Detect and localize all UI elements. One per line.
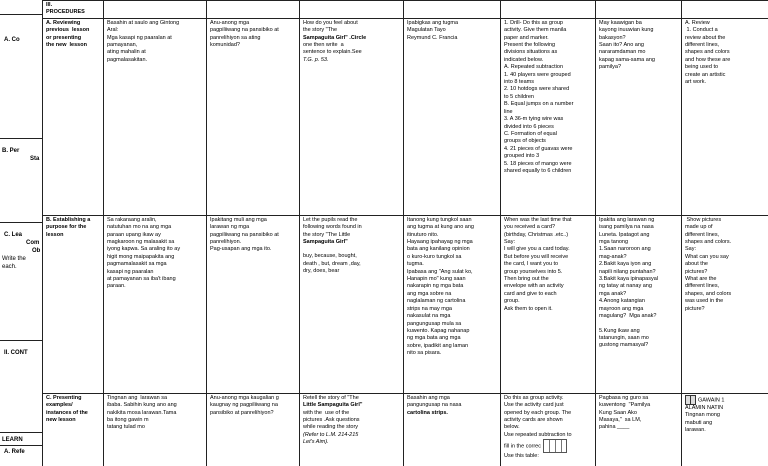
cell-text-line: mga tanong	[599, 239, 629, 246]
cell-text-line: GAWAIN 1	[698, 397, 725, 404]
cell-text-line: tatang tulad mo	[107, 424, 145, 431]
cell-text-line: mayroon ang mga	[599, 305, 644, 312]
day-activity-cell	[682, 393, 768, 466]
cell-text-line: pahina ____	[599, 424, 630, 431]
cell-text-line: bata ang kanilang opinion	[407, 246, 470, 253]
strip-label-ob: Ob	[32, 248, 41, 254]
day-activity-cell	[501, 393, 596, 466]
cell-text-line: Hanapin mo" kung saan	[407, 276, 466, 283]
cell-text-line: kasapi ng paaralan	[107, 268, 154, 275]
cell-text-line: card and give to each	[504, 290, 557, 297]
cell-text-line: larawan.	[685, 427, 706, 434]
cell-text-line: Sampaguita Girl"	[303, 239, 348, 246]
cell-text-line: kaugnay ng pagpiliiwang na	[210, 402, 278, 409]
cell-text-line: A. Review	[685, 19, 710, 26]
procedures-header	[43, 1, 104, 19]
cell-text-line: higit mong maipapakita ang	[107, 253, 175, 260]
procedures-header-line: III.	[46, 2, 53, 8]
cell-text-line: Magulatan Tayo	[407, 27, 446, 34]
cell-text-line: 3. A 36-m tying wire was	[504, 116, 564, 123]
day-activity-cell	[501, 215, 596, 393]
day-activity-cell	[300, 393, 404, 466]
strip-label-b-per: B. Per	[2, 148, 20, 154]
cell-text-line: death , but, dream ,day,	[303, 260, 361, 267]
day-activity-cell	[207, 215, 300, 393]
cell-text-line: ating mahalin at	[107, 49, 146, 56]
cell-text-line: pangungusap mula sa	[407, 320, 462, 327]
section-title-line: instances of the	[46, 409, 88, 416]
cell-text-line: Say:	[504, 239, 516, 246]
cell-text-line: activity cards are shown	[504, 417, 563, 424]
cell-text-line: Show pictures	[685, 216, 722, 223]
cell-text-line: at pamayanan sa iba't ibang	[107, 276, 176, 283]
cell-text-line: different lines,	[685, 283, 720, 290]
cell-text-line: Ipakita ang larawan ng	[599, 216, 655, 223]
cell-text-line: following words found in	[303, 224, 362, 231]
strip-divider	[0, 138, 42, 139]
day-activity-cell	[596, 215, 682, 393]
cell-text-line: Anu-anong mga	[210, 19, 250, 26]
header-empty-cell	[501, 1, 596, 19]
day-activity-cell	[404, 18, 501, 215]
cell-text-line: shapes and colors	[685, 49, 730, 56]
cell-text-line: the card, I want you to	[504, 261, 559, 268]
cell-text-line: Reymund C. Francia	[407, 34, 458, 41]
section-title-line: purpose for the	[46, 224, 87, 231]
cell-text-line: iyong kapwa. Sa araling ito ay	[107, 246, 181, 253]
cell-text-line: C. Formation of equal	[504, 130, 557, 137]
section-title-line: A. Reviewing	[46, 19, 81, 26]
cell-text-line: magulang? Mga anak?	[599, 313, 657, 320]
cell-text-line: shapes, and colors	[685, 290, 732, 297]
cell-text-line: ang tugma at kung ano ang	[407, 224, 474, 231]
cell-text-line: Masaya," sa LM,	[599, 417, 642, 424]
cell-text-line: tatanungin, saan mo	[599, 334, 649, 341]
day-activity-cell	[682, 18, 768, 215]
cell-text-line: one then write a	[303, 42, 344, 49]
cell-text-line: Sampaguita Girl" .Circle	[303, 34, 367, 41]
procedure-row	[43, 215, 768, 393]
cell-text-line: Tingnan mong	[685, 412, 720, 419]
cell-text-line: group yourselves into 5.	[504, 268, 563, 275]
header-empty-cell	[300, 1, 404, 19]
procedures-table	[42, 0, 768, 466]
cell-text-line: paraan.	[107, 283, 126, 290]
cell-text-line: art work.	[685, 79, 707, 86]
cell-text-line: But before you will receive	[504, 253, 569, 260]
cell-text-line: Hayaang ipahayag ng mga	[407, 239, 473, 246]
cell-text-line: gustong mamasyal?	[599, 342, 649, 349]
cell-text-line: groups of objects	[504, 138, 546, 145]
strip-divider	[0, 222, 42, 223]
cell-text-line	[599, 321, 678, 328]
day-activity-cell	[104, 215, 207, 393]
cell-text-line: ng mga bata ang mga	[407, 335, 461, 342]
cell-text-line: paper and marker.	[504, 34, 549, 41]
cell-text-line: Ipabigkas ang tugma	[407, 19, 459, 26]
cell-text-line: mag-anak?	[599, 253, 627, 260]
cell-text-line: 4.Anong katangian	[599, 298, 645, 305]
procedure-row	[43, 393, 768, 466]
cell-text-line: isang pamilya na nasa	[599, 224, 654, 231]
strip-divider	[0, 14, 42, 15]
strip-label-sta: Sta	[30, 156, 40, 162]
cell-text-line: different lines,	[685, 231, 720, 238]
cell-text-line: sobre, ipadikit ang laman	[407, 342, 469, 349]
cell-text-line: group.	[504, 298, 520, 305]
cell-text-line: the story "The Little	[303, 231, 351, 238]
cell-text-line: panrelihiyon sa ating	[210, 34, 261, 41]
cell-text-line: the story "The	[303, 27, 338, 34]
cell-text-line: o kuro-kuro tungkol sa	[407, 253, 462, 260]
cell-text-line: Tingnan ang larawan sa	[107, 394, 168, 401]
cell-text-line: strips na may mga	[407, 305, 452, 312]
cell-text-line: to 5 children	[504, 93, 534, 100]
cell-text-line: Little Sampaguita Girl"	[303, 402, 363, 409]
cell-text-line: dry, does, bear	[303, 268, 340, 275]
day-activity-cell	[300, 215, 404, 393]
day-activity-cell	[104, 393, 207, 466]
cell-text-line: and how these are	[685, 56, 731, 63]
cell-text-line: bakasyon?	[599, 34, 626, 41]
cell-text-line: nararamdaman mo	[599, 49, 646, 56]
procedure-section-cell	[43, 393, 104, 466]
cell-text-line: shared equally to 6 children	[504, 167, 572, 174]
cell-text-line	[303, 246, 400, 253]
cell-text-line: Use repeated subtraction to	[504, 431, 572, 438]
cell-text-line: nakarapin ng mga bata	[407, 283, 464, 290]
cell-text-line: pagpiliiwang na pansibiko at	[210, 27, 279, 34]
section-title-line: the new lesson	[46, 42, 87, 49]
cell-text-line: you received a card?	[504, 224, 556, 231]
cell-text-line: 2. 10 hotdogs were shared	[504, 86, 570, 93]
cell-text-line: Ipakitang muli ang mga	[210, 216, 267, 223]
cell-text-line: envelope with an activity	[504, 283, 564, 290]
cell-text-line: mabuti ang	[685, 419, 713, 426]
cell-text-line: Aral:	[107, 27, 119, 34]
cell-text-line: with the use of the	[303, 409, 350, 416]
cell-text-line: May kaawigan ba	[599, 19, 642, 26]
cell-text-line: about the	[685, 261, 708, 268]
cell-text-line: Kung Saan Ako	[599, 409, 637, 416]
book-icon	[685, 395, 696, 405]
cell-text-line: sentence to explain.See	[303, 49, 362, 56]
header-empty-cell	[104, 1, 207, 19]
cell-text-line: pagpiliiwang na pansibiko at	[210, 231, 279, 238]
cell-text-line: What are the	[685, 276, 717, 283]
cell-text-line: ibaba. Sabihin kung ano ang	[107, 402, 177, 409]
cell-text-line: I will give you a card today.	[504, 246, 570, 253]
strip-label-com: Com	[26, 240, 40, 246]
cell-text-line: Basahin ang mga	[407, 394, 450, 401]
cell-text-line: paraan upang ikaw ay	[107, 231, 161, 238]
day-activity-cell	[404, 393, 501, 466]
cell-text-line: kayong inuuwian kung	[599, 27, 654, 34]
cell-text-line: (birthday, Christmas .etc..)	[504, 231, 569, 238]
cell-text-line: itinuturo nito.	[407, 231, 439, 238]
cell-text-line: 2.Bakit kaya iyon ang	[599, 261, 652, 268]
cell-text-line: activity. Give them manila	[504, 27, 567, 34]
section-title-line: C. Presenting	[46, 394, 82, 401]
cell-text-line: pansibiko at panrelihiyon?	[210, 409, 274, 416]
cell-text-line: cartolina strips.	[407, 409, 448, 416]
cell-text-line: ALAMIN NATIN	[685, 404, 724, 411]
cell-text-line: Pagbasa ng guro sa	[599, 394, 649, 401]
cell-text-line: Ipabasa ang "Ang sulat ko,	[407, 268, 473, 275]
cell-text-line: made up of	[685, 224, 713, 231]
strip-label-learn: LEARN	[2, 437, 23, 443]
day-activity-cell	[104, 18, 207, 215]
procedure-section-cell	[43, 215, 104, 393]
cell-text-line: How do you feel about	[303, 19, 358, 26]
cell-text-line: Present the following	[504, 42, 556, 49]
cell-text-line: pictures?	[685, 268, 708, 275]
day-activity-cell	[207, 393, 300, 466]
cell-text-line: napili nilang puntahan?	[599, 268, 656, 275]
strip-label-a-ref: A. Refe	[4, 449, 25, 455]
cell-text-line: Basahin at saulo ang Gintong	[107, 19, 180, 26]
cell-text-line: Anu-anong mga kaugalian g	[210, 394, 279, 401]
cell-text-line: ba itong gawin m	[107, 417, 149, 424]
cell-text-line: ng tatay at nanay ang	[599, 283, 652, 290]
strip-label-a-co: A. Co	[4, 37, 20, 43]
cell-text-line: shapes and colors.	[685, 239, 732, 246]
cell-text-line: 5. 18 pieces of mango were	[504, 160, 572, 167]
section-title-line: examples/	[46, 402, 73, 409]
cell-text-line: into 8 teams	[504, 79, 534, 86]
cell-text-line: mga anak?	[599, 290, 627, 297]
cell-text-line: Do this as group activity.	[504, 394, 564, 401]
day-activity-cell	[404, 215, 501, 393]
cell-text-line: opened by each group. The	[504, 409, 572, 416]
cell-text-line: 5.Kung ikaw ang	[599, 327, 640, 334]
cell-text-line: Use this table:	[504, 453, 539, 460]
cell-text-line: pagmalasakitan.	[107, 56, 148, 63]
cell-text-line: T.G. p. 53.	[303, 56, 329, 63]
cell-text-line: nito sa pisara.	[407, 350, 442, 357]
cell-text-line: Saan ito? Ano ang	[599, 42, 644, 49]
cell-text-line: divided into 6 pieces	[504, 123, 554, 130]
cell-text-line: 4. 21 pieces of guavas were	[504, 145, 573, 152]
cell-text-line: (Refer to L.M. 214-215	[303, 431, 359, 438]
header-empty-cell	[207, 1, 300, 19]
cell-text-line: pangungusap na nasa	[407, 402, 462, 409]
cell-text-line: being used to	[685, 64, 719, 71]
cell-text-line: while reading the story	[303, 424, 359, 431]
cell-text-line: different lines,	[685, 42, 720, 49]
section-title-line: or presenting	[46, 34, 82, 41]
cell-text-line: pictures .Ask questions	[303, 417, 360, 424]
cell-text-line: larawan ng mga	[210, 224, 250, 231]
day-activity-cell	[207, 18, 300, 215]
day-activity-cell	[300, 18, 404, 215]
cell-text-line: buy, because, bought,	[303, 253, 357, 260]
strip-label-c-lea: C. Lea	[4, 232, 23, 238]
cell-text-line: review about the	[685, 34, 726, 41]
cell-text-line: Then bring out the	[504, 276, 549, 283]
strip-divider	[0, 340, 42, 341]
strip-label-ii-cont: II. CONT	[4, 350, 28, 356]
cell-text-line: Pag-usapan ang mga ito.	[210, 246, 272, 253]
activity-table-thumbnail	[543, 439, 567, 453]
cell-text-line: fill in the correc	[504, 443, 541, 450]
cell-text-line: Mga kasapi ng paaralan at	[107, 34, 172, 41]
cell-text-line: natutuhan mo na ang mga	[107, 224, 172, 231]
cell-text-line: line	[504, 108, 513, 115]
cell-text-line: Let the pupils read the	[303, 216, 358, 223]
cell-text-line: 1. 40 players were grouped	[504, 71, 571, 78]
cell-text-line: ang mga sobre na	[407, 290, 452, 297]
cell-text-line: 1. Drill- Do this as group	[504, 19, 563, 26]
section-title-line: new lesson	[46, 417, 76, 424]
procedure-section-cell	[43, 18, 104, 215]
cell-text-line: 1. Conduct a	[685, 27, 718, 34]
cell-text-line: pamayanan,	[107, 42, 138, 49]
procedure-row	[43, 18, 768, 215]
cell-text-line: komunidad?	[210, 42, 240, 49]
cell-text-line: When was the last time that	[504, 216, 572, 223]
cell-text-line: was used in the	[685, 298, 724, 305]
day-activity-cell	[682, 215, 768, 393]
header-empty-cell	[682, 1, 768, 19]
cell-text-line: magkaroon ng malasakit sa	[107, 239, 175, 246]
cell-text-line: A. Repeated subtraction	[504, 64, 564, 71]
cell-text-line: Ask them to open it.	[504, 305, 553, 312]
cell-text-line: panrelihiyon.	[210, 239, 242, 246]
cell-text-line: kuwentong "Pamilya	[599, 402, 651, 409]
header-empty-cell	[404, 1, 501, 19]
day-activity-cell	[596, 393, 682, 466]
left-margin-strip	[0, 0, 43, 466]
cell-text-line: Retell the story of "The	[303, 394, 359, 401]
cell-text-line: tugma.	[407, 261, 424, 268]
cell-text-line: nakikita mosa larawan.Tama	[107, 409, 177, 416]
cell-text-line: B. Equal jumps on a number	[504, 101, 574, 108]
strip-divider	[0, 445, 42, 446]
cell-text-line: nakasulat na mga	[407, 313, 451, 320]
cell-text-line: 3.Bakit kaya ipinapasyal	[599, 276, 659, 283]
cell-text-line: Itanong kung tungkol saan	[407, 216, 472, 223]
cell-text-line: Sa rakaraang aralin,	[107, 216, 157, 223]
cell-text-line: Luneta. Ipatagot ang	[599, 231, 650, 238]
cell-text-line: below.	[504, 424, 520, 431]
section-title-line: previous lesson	[46, 27, 90, 34]
cell-text-line: Say:	[685, 246, 697, 253]
procedures-header-line: PROCEDURES	[46, 9, 85, 16]
cell-text-line: 1.Saan naroroon ang	[599, 246, 651, 253]
header-empty-cell	[596, 1, 682, 19]
day-activity-cell	[596, 18, 682, 215]
cell-text-line: pagmamalasakit sa mga	[107, 261, 167, 268]
procedures-header-row	[43, 1, 768, 19]
cell-text-line: grouped into 3	[504, 153, 540, 160]
cell-text-line: Use the activity card just	[504, 402, 564, 409]
strip-label-write-the: Write the	[2, 256, 26, 262]
cell-text-line: Let's Aim).	[303, 439, 329, 446]
cell-text-line: indicated below.	[504, 56, 544, 63]
cell-text-line: picture?	[685, 305, 705, 312]
strip-label-each: each.	[2, 264, 17, 270]
day-activity-cell	[501, 18, 596, 215]
cell-text-line: divisions situations as	[504, 49, 558, 56]
section-title-line: lesson	[46, 231, 64, 238]
cell-text-line: create an artistic	[685, 71, 726, 78]
strip-divider	[0, 432, 42, 433]
section-title-line: B. Establishing a	[46, 216, 91, 223]
cell-text-line: kuwento. Kapag nahanap	[407, 327, 470, 334]
cell-text-line: What can you say	[685, 253, 729, 260]
cell-text-line: naglalaman ng cartolina	[407, 298, 466, 305]
cell-text-line: pamilya?	[599, 64, 622, 71]
cell-text-line: kapag sama-sama ang	[599, 56, 655, 63]
